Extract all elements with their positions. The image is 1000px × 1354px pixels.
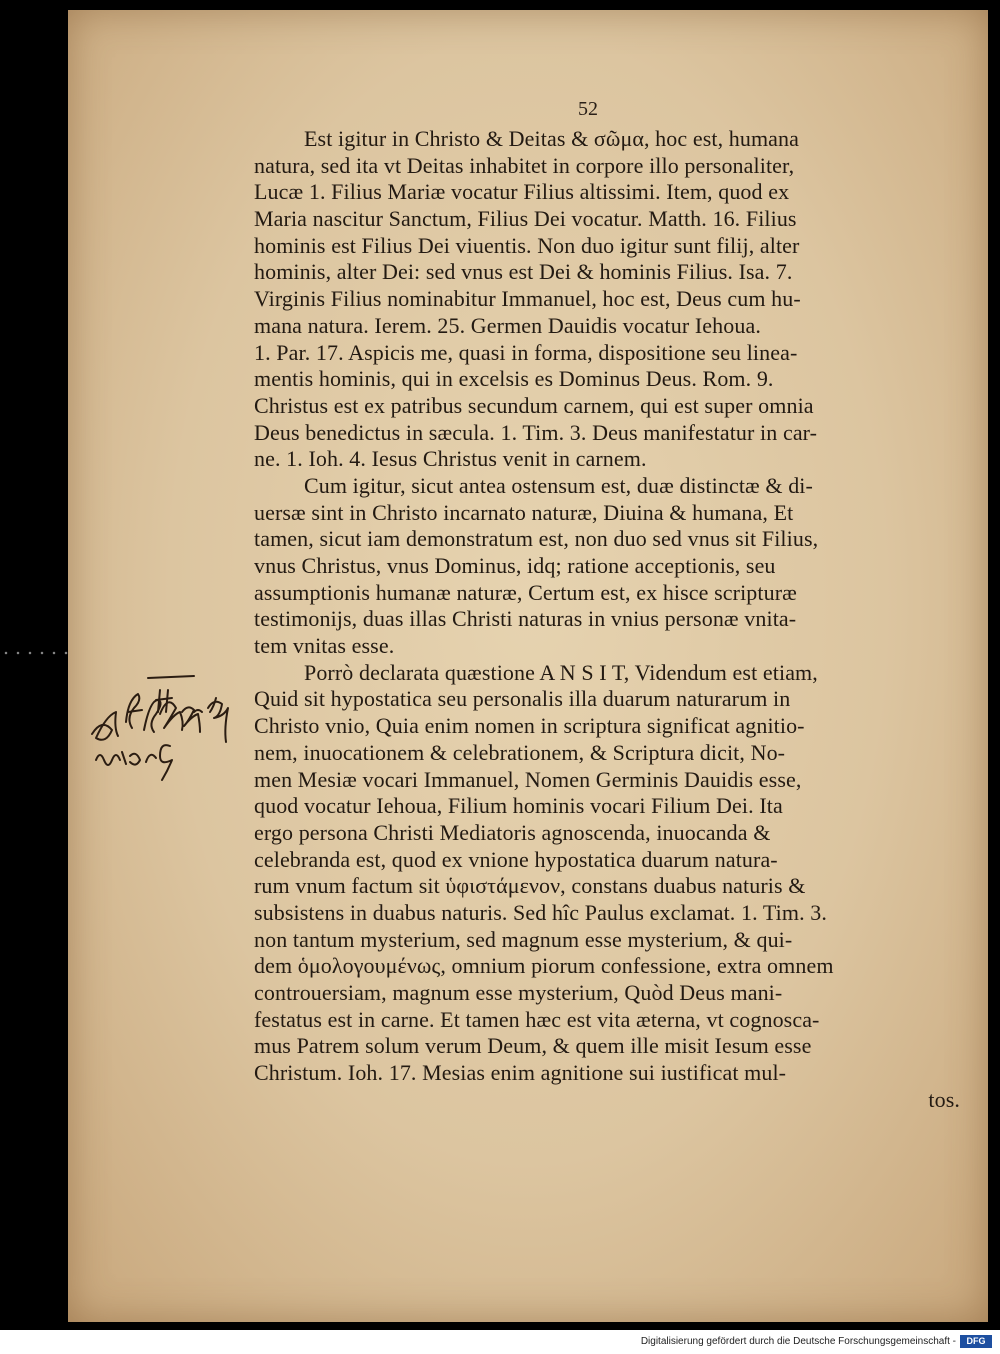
text-line: hominis est Filius Dei viuentis. Non duo igitur sunt filij, alter bbox=[254, 232, 800, 258]
text-line: Deus benedictus in sæcula. 1. Tim. 3. Deus manifestatur in car- bbox=[254, 419, 818, 445]
text-line: Christo vnio, Quia enim nomen in scriptura significat agnitio- bbox=[254, 713, 805, 739]
text-line: tem vnitas esse. bbox=[254, 633, 395, 659]
footer-credit: Digitalisierung gefördert durch die Deutsche Forschungsgemeinschaft - bbox=[640, 1336, 956, 1347]
text-line: Christus est ex patribus secundum carnem, qui est super omnia bbox=[254, 392, 814, 418]
text-line: natura, sed ita vt Deitas inhabitet in corpore illo personaliter, bbox=[254, 152, 795, 178]
text-line: Est igitur in Christo & Deitas & σῶμα, hoc est, humana bbox=[304, 126, 800, 151]
page-number: 52 bbox=[578, 98, 598, 120]
text-line: tamen, sicut iam demonstratum est, non duo sed vnus sit Filius, bbox=[254, 526, 819, 552]
text-line: ne. 1. Ioh. 4. Iesus Christus venit in carnem. bbox=[254, 446, 647, 472]
text-line: men Mesiæ vocari Immanuel, Nomen Germinis Dauidis esse, bbox=[254, 766, 802, 792]
text-line: Lucæ 1. Filius Mariæ vocatur Filius altissimi. Item, quod ex bbox=[254, 179, 790, 205]
text-line: assumptionis humanæ naturæ, Certum est, ex hisce scripturæ bbox=[254, 579, 797, 605]
text-line: Maria nascitur Sanctum, Filius Dei vocatur. Matth. 16. Filius bbox=[254, 206, 797, 232]
text-line: Quid sit hypostatica seu personalis illa duarum naturarum in bbox=[254, 686, 791, 712]
text-line: quod vocatur Iehoua, Filium hominis vocari Filium Dei. Ita bbox=[254, 793, 783, 819]
text-line: controuersiam, magnum esse mysterium, Quòd Deus mani- bbox=[254, 980, 783, 1005]
text-line: ergo persona Christi Mediatoris agnoscenda, inuocanda & bbox=[254, 819, 771, 845]
body-text bbox=[254, 126, 960, 1113]
text-line: hominis, alter Dei: sed vnus est Dei & hominis Filius. Isa. 7. bbox=[254, 259, 793, 285]
text-line: uersæ sint in Christo incarnato naturæ, Diuina & humana, Et bbox=[254, 499, 794, 525]
text-line: nem, inuocationem & celebrationem, & Scriptura dicit, No- bbox=[254, 739, 786, 765]
text-line: Porrò declarata quæstione A N S I T, Videndum est etiam, bbox=[304, 659, 818, 685]
text-line: mana natura. Ierem. 25. Germen Dauidis vocatur Iehoua. bbox=[254, 312, 761, 338]
text-line: vnus Christus, vnus Dominus, idq; ratione acceptionis, seu bbox=[254, 553, 776, 578]
handwritten-note-drawing bbox=[82, 672, 262, 802]
text-line: 1. Par. 17. Aspicis me, quasi in forma, dispositione seu linea- bbox=[254, 339, 798, 365]
text-line: testimonijs, duas illas Christi naturas in vnius personæ vnita- bbox=[254, 606, 797, 632]
text-line: festatus est in carne. Et tamen hæc est vita æterna, vt cognosca- bbox=[254, 1006, 820, 1032]
text-line: mus Patrem solum verum Deum, & quem ille misit Iesum esse bbox=[254, 1033, 812, 1059]
text-line: non tantum mysterium, sed magnum esse mysterium, & qui- bbox=[254, 926, 793, 952]
text-line: rum vnum factum sit ὑφιστάμενον, constans duabus naturis & bbox=[254, 873, 806, 899]
text-line: Christum. Ioh. 17. Mesias enim agnitione sui iustificat mul- bbox=[254, 1060, 787, 1086]
dfg-logo: DFG bbox=[960, 1335, 992, 1348]
text-line: mentis hominis, qui in excelsis es Dominus Deus. Rom. 9. bbox=[254, 366, 774, 392]
text-line: celebranda est, quod ex vnione hypostatica duarum natura- bbox=[254, 846, 778, 872]
text-line: Virginis Filius nominabitur Immanuel, hoc est, Deus cum hu- bbox=[254, 286, 801, 312]
text-line: tos. bbox=[928, 1086, 960, 1112]
text-line: dem ὁμολογουμένως, omnium piorum confessione, extra omnem bbox=[254, 953, 834, 979]
handwritten-margin-note bbox=[82, 672, 262, 802]
footer-bar bbox=[0, 1330, 1000, 1354]
text-line: subsistens in duabus naturis. Sed hîc Paulus exclamat. 1. Tim. 3. bbox=[254, 899, 827, 925]
text-line: Cum igitur, sicut antea ostensum est, duæ distinctæ & di- bbox=[304, 472, 813, 498]
scanner-edge-marks bbox=[0, 650, 68, 656]
